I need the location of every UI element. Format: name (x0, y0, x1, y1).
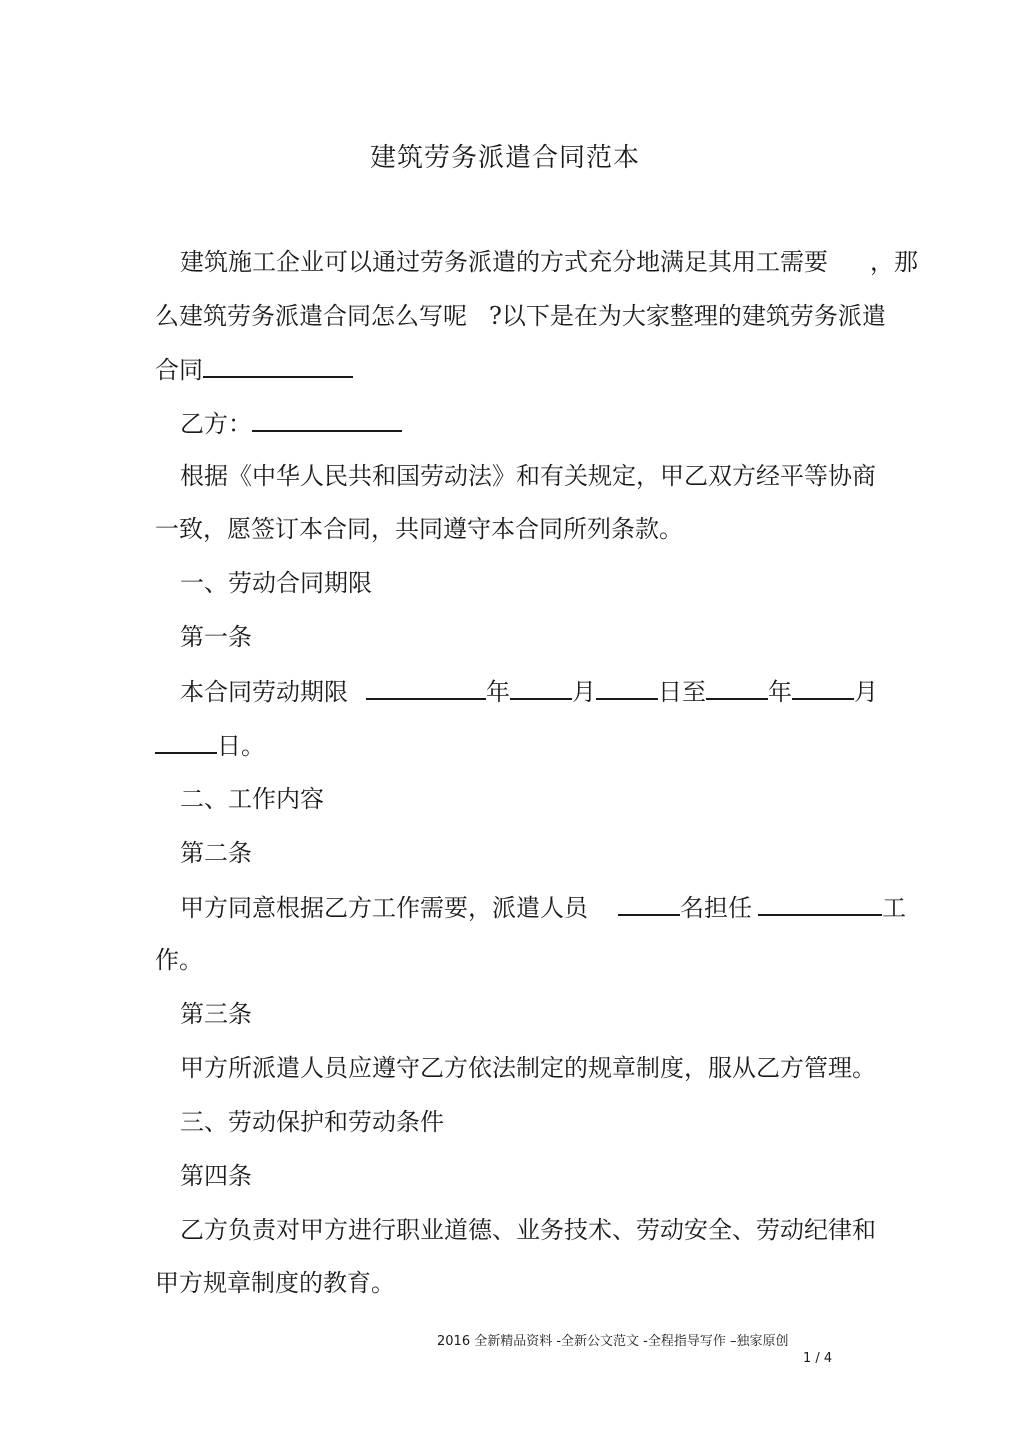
article-2-line-2: 作。 (155, 946, 203, 974)
a2-mid-label: 名担任 (680, 894, 752, 922)
article-3-text: 甲方所派遣人员应遵守乙方依法制定的规章制度，服从乙方管理。 (180, 1054, 876, 1082)
party-b-label: 乙方： (180, 410, 252, 438)
day-end-label: 日。 (217, 732, 265, 760)
document-title: 建筑劳务派遣合同范本 (369, 143, 640, 173)
paragraph-intro-line-1 (180, 247, 918, 277)
month-label-2: 月 (854, 678, 878, 706)
article-4-line-2: 甲方规章制度的教育。 (155, 1269, 395, 1297)
blank-start-month (510, 676, 572, 700)
article-4-line-1: 乙方负责对甲方进行职业道德、业务技术、劳动安全、劳动纪律和 (180, 1216, 876, 1244)
blank-staff-count (618, 892, 680, 916)
blank-end-day (155, 730, 217, 754)
blank-contract (203, 354, 353, 378)
article-1-line-2 (155, 730, 265, 761)
month-label-1: 月 (572, 678, 596, 706)
footer-text: 2016 全新精品资料 -全新公文范文 -全程指导写作 –独家原创 (437, 1334, 789, 1349)
day-to-label: 日至 (658, 678, 706, 706)
article-2-heading: 第二条 (180, 839, 252, 867)
section-3-heading: 三、劳动保护和劳动条件 (180, 1108, 444, 1136)
intro-text-3: 合同 (155, 356, 203, 384)
a1-prefix: 本合同劳动期限 (180, 678, 348, 706)
intro-text-2b: ?以下是在为大家整理的建筑劳务派遣 (489, 302, 886, 330)
blank-party-b (252, 408, 402, 432)
paragraph-intro-line-2 (155, 301, 886, 331)
blank-start-year (366, 676, 486, 700)
article-1-line-1 (180, 676, 878, 707)
paragraph-intro-line-3 (155, 354, 353, 385)
a2-prefix: 甲方同意根据乙方工作需要，派遣人员 (180, 894, 588, 922)
section-1-heading: 一、劳动合同期限 (180, 569, 372, 597)
blank-start-day (596, 676, 658, 700)
paragraph-basis-line-1: 根据《中华人民共和国劳动法》和有关规定，甲乙双方经平等协商 (180, 462, 876, 490)
blank-end-year (706, 676, 768, 700)
article-4-heading: 第四条 (180, 1162, 252, 1190)
article-3-heading: 第三条 (180, 1000, 252, 1028)
party-b-line (180, 408, 402, 439)
intro-text-1a: 建筑施工企业可以通过劳务派遣的方式充分地满足其用工需要 (180, 248, 828, 276)
section-2-heading: 二、工作内容 (180, 785, 324, 813)
intro-text-1b: ，那 (870, 248, 918, 276)
year-label-2: 年 (768, 678, 792, 706)
blank-end-month (792, 676, 854, 700)
paragraph-basis-line-2: 一致，愿签订本合同，共同遵守本合同所列条款。 (155, 515, 683, 543)
intro-text-2a: 么建筑劳务派遣合同怎么写呢 (155, 302, 467, 330)
page-number: 1 / 4 (803, 1351, 833, 1366)
blank-job-title (758, 892, 882, 916)
article-2-line-1 (180, 892, 906, 923)
year-label-1: 年 (486, 678, 510, 706)
a2-end-label: 工 (882, 894, 906, 922)
article-1-heading: 第一条 (180, 623, 252, 651)
